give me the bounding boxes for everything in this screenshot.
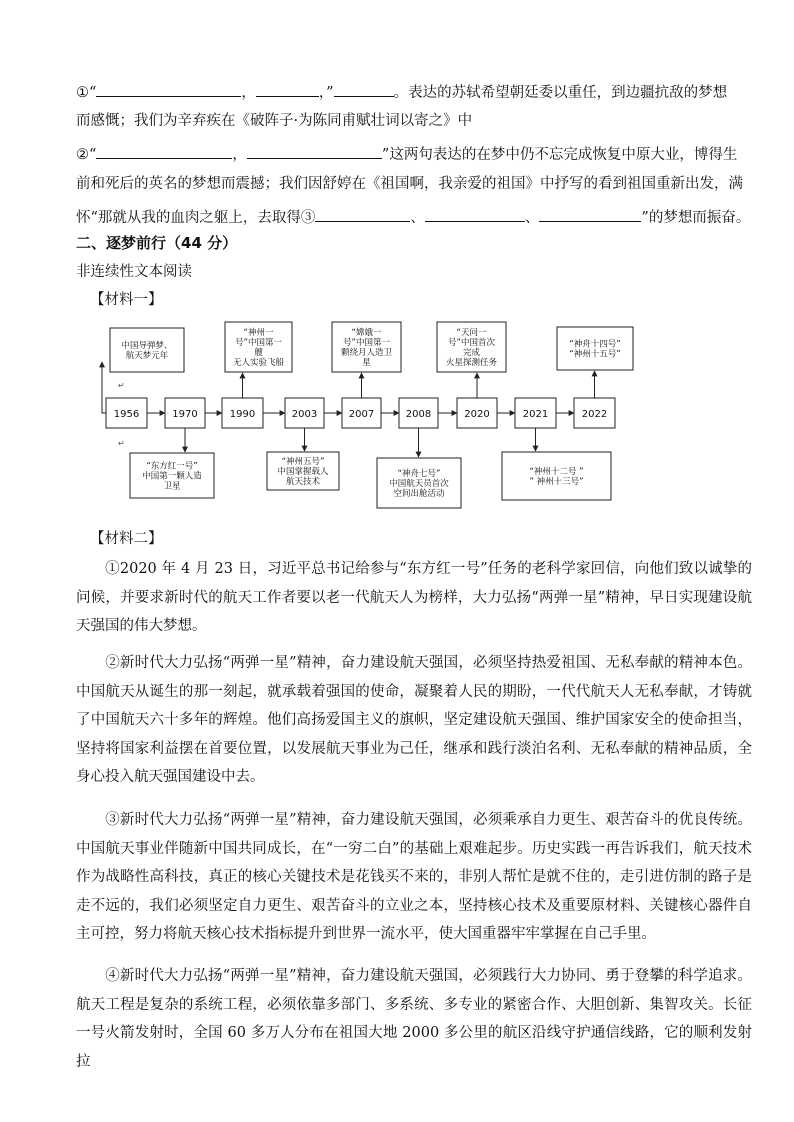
event-text: 号”中国首次 — [448, 338, 495, 348]
paragraph-2: ②新时代大力弘扬“两弹一星”精神，奋力建设航天强国，必须坚持热爱祖国、无私奉献的精神本色。中国航天从诞生的那一刻起，就承载着强国的使命，凝聚着人民的期盼，一代代航天人无私奉献，才铸就了中国航天六十多年的辉煌。他们高扬爱国主义的旗帜，坚定建设航天强国、维护国家安全的使命担当，坚持将国家利益摆在首要位置，以发展航天事业为己任，继承和践行淡泊名利、无私奉献的精神品质，全身心投入航天强国建设中去。 — [76, 655, 752, 786]
timeline-diagram — [0, 310, 794, 520]
answer-blank[interactable] — [539, 206, 641, 222]
event-text: “神州十五号” — [569, 349, 621, 360]
paragraph-1: ①2020 年 4 月 23 日，习近平总书记给参与“东方红一号”任务的老科学家回信，向他们致以诚挚的问候，并要求新时代的航天工作者要以老一代航天人为榜样，大力弘扬“两弹一星”精神，早日实现建设航天强国的伟大梦想。 — [76, 561, 752, 635]
return-mark: ↵ — [118, 381, 125, 390]
answer-blank[interactable] — [247, 143, 382, 159]
year-label: 2007 — [348, 409, 375, 420]
year-label: 2003 — [291, 409, 318, 420]
paragraph-3: ③新时代大力弘扬“两弹一星”精神，奋力建设航天强国，必须乘承自力更生、艰苦奋斗的优良传统。中国航天事业伴随新中国共同成长，在“一穷二白”的基础上艰难起步。历史实践一再告诉我们，航天技术作为战略性高科技，真正的核心关键技术是花钱买不来的，非别人帮忙是就不住的，走引进仿制的路子是走不远的，我们必须坚定自力更生、艰苦奋斗的立业之本，坚持核心技术及重要原材料、关键核心器件自主可控，努力将航天核心技术指标提升到世界一流水平，使大国重器牢牢掌握在自己手里。 — [76, 812, 752, 943]
event-text: “嫦娥一 — [351, 328, 382, 338]
answer-blank[interactable] — [96, 143, 232, 159]
return-mark: ↵ — [118, 439, 125, 448]
question-number: ② — [76, 147, 89, 163]
year-label: 1970 — [172, 409, 198, 420]
section-title: 二、逐梦前行（44 分） — [76, 234, 238, 252]
event-text: “神舟十四号” — [569, 339, 621, 350]
event-text: “神州十二号 ” — [529, 467, 584, 477]
material2-label: 【材料二】 — [90, 531, 163, 547]
question-line-4: 前和死后的英名的梦想而震撼；我们因舒婷在《祖国啊，我亲爱的祖国》中抒写的看到祖国重新出发，满 — [76, 176, 743, 192]
question-line-1: ①“ ， ，” 。表达的苏轼希望朝廷委以重任，到边疆抗敌的梦想 — [76, 81, 727, 103]
event-text: 中国掌握载人 — [277, 467, 329, 477]
question-number: ③ — [300, 210, 316, 226]
event-text: “神舟七号” — [397, 469, 441, 479]
question-line-2: 而感慨；我们为辛弃疾在《破阵子·为陈同甫赋壮词以寄之》中 — [76, 113, 473, 129]
event-text: 火星探测任务 — [445, 358, 498, 368]
event-text: “东方红一号” — [146, 461, 198, 472]
year-label: 1956 — [113, 409, 140, 420]
material1-label: 【材料一】 — [90, 292, 163, 308]
event-text: 航天梦元年 — [125, 351, 169, 361]
event-text: 星 — [362, 358, 371, 368]
event-text: 中国航天员首次 — [389, 479, 449, 489]
answer-blank[interactable] — [315, 206, 410, 222]
event-text: 航天技术 — [285, 477, 321, 487]
question-line-5: 怀“那就从我的血肉之躯上，去取得③ 、 、 ”的梦想而振奋。 — [76, 206, 750, 228]
year-label: 1990 — [229, 409, 256, 420]
event-text: 完成 — [462, 348, 481, 358]
year-label: 2022 — [581, 409, 608, 420]
event-text: 颗绕月人造卫 — [340, 348, 393, 358]
year-label: 2008 — [405, 409, 432, 420]
question-line-3: ②“ ， ”这两句表达的在梦中仍不忘完成恢复中原大业，博得生 — [76, 143, 737, 165]
answer-blank[interactable] — [334, 81, 394, 97]
event-text: 空间出舱活动 — [393, 489, 445, 499]
event-text: 卫星 — [163, 481, 181, 492]
event-text: 无人实验飞船 — [232, 358, 285, 368]
paragraph-4: ④新时代大力弘扬“两弹一星”精神，奋力建设航天强国，必须践行大力协同、勇于登攀的科学追求。航天工程是复杂的系统工程，必须依靠多部门、多系统、多专业的紧密合作、大胆创新、集智攻关。长征一号火箭发射时，全国 60 多万人分布在祖国大地 2000 多公里的航区沿线守护通信线路，它的顺利发射拉 — [76, 968, 752, 1070]
event-text: 号”中国第一 — [343, 338, 390, 348]
event-text: 号”中国第一 — [235, 338, 282, 348]
year-label: 2020 — [464, 409, 490, 420]
answer-blank[interactable] — [256, 81, 319, 97]
event-text: ” 神州十三号” — [529, 477, 584, 487]
event-text: 艘 — [254, 348, 263, 358]
event-text: “神州一 — [243, 328, 274, 338]
event-text: “天问一 — [456, 328, 487, 338]
answer-blank[interactable] — [96, 81, 241, 97]
section-subtitle: 非连续性文本阅读 — [76, 264, 192, 280]
question-number: ① — [76, 85, 89, 101]
year-label: 2021 — [522, 409, 549, 420]
event-arrow — [102, 362, 106, 413]
event-text: 中国导弹梦、 — [121, 341, 173, 351]
event-text: 中国第一颗人造 — [142, 471, 202, 482]
event-text: “神州五号” — [281, 457, 325, 467]
answer-blank[interactable] — [425, 206, 525, 222]
